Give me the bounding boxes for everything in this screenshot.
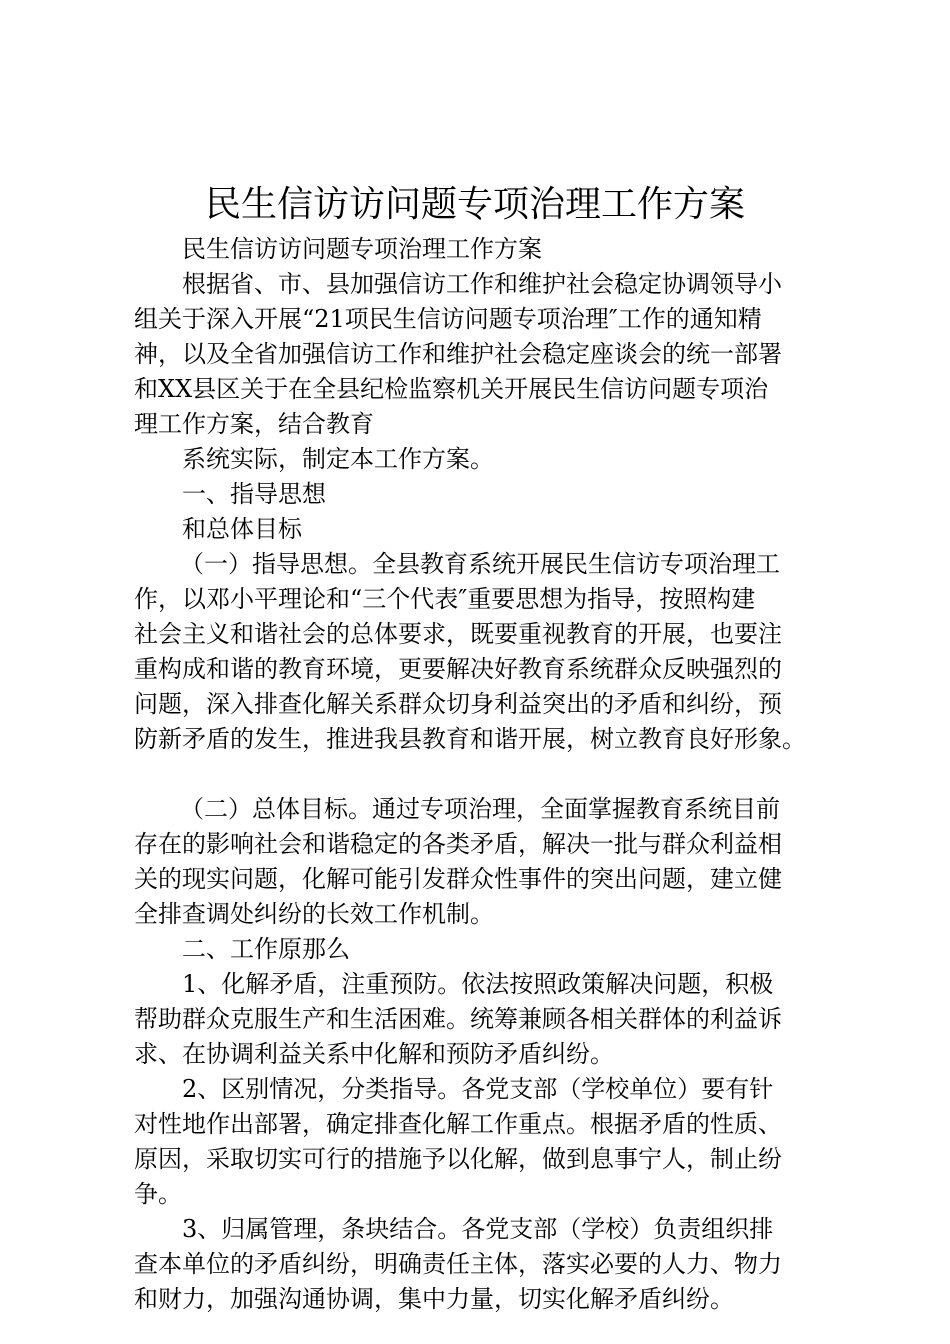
text-line: 1、化解矛盾，注重预防。依法按照政策解决问题，积极 xyxy=(182,970,774,998)
document-body xyxy=(134,232,824,1317)
text-line: 根据省、市、县加强信访工作和维护社会稳定协调领导小 xyxy=(182,270,782,298)
section-heading: 一、指导思想 xyxy=(182,480,326,508)
text-line: 原因，采取切实可行的措施予以化解，做到息事宁人，制止纷 xyxy=(134,1145,782,1173)
text-line: 重构成和谐的教育环境，更要解决好教育系统群众反映强烈的 xyxy=(134,655,782,683)
text-line: 关的现实问题，化解可能引发群众性事件的突出问题，建立健 xyxy=(134,865,782,893)
text-line: 2、区别情况，分类指导。各党支部（学校单位）要有针 xyxy=(182,1075,774,1103)
text-line: 防新矛盾的发生，推进我县教育和谐开展，树立教育良好形象。 xyxy=(134,725,806,753)
text-line: 查本单位的矛盾纠纷，明确责任主体，落实必要的人力、物力 xyxy=(134,1250,782,1278)
text-line: （二）总体目标。通过专项治理，全面掌握教育系统目前 xyxy=(180,795,780,823)
text-line: 求、在协调利益关系中化解和预防矛盾纠纷。 xyxy=(134,1040,614,1068)
text-line: 和财力，加强沟通协调，集中力量，切实化解矛盾纠纷。 xyxy=(134,1285,734,1313)
text-line: 帮助群众克服生产和生活困难。统筹兼顾各相关群体的利益诉 xyxy=(134,1005,782,1033)
text-line: 争。 xyxy=(134,1180,182,1208)
text-line: 理工作方案，结合教育 xyxy=(134,410,374,438)
text-line: 社会主义和谐社会的总体要求，既要重视教育的开展，也要注 xyxy=(134,620,782,648)
text-line: 民生信访访问题专项治理工作方案 xyxy=(182,235,542,263)
text-line: 系统实际，制定本工作方案。 xyxy=(182,445,494,473)
paragraph-gap xyxy=(134,757,824,792)
text-line: 对性地作出部署，确定排查化解工作重点。根据矛盾的性质、 xyxy=(134,1110,782,1138)
text-line: 3、归属管理，条块结合。各党支部（学校）负责组织排 xyxy=(182,1215,774,1243)
text-line: 全排查调处纠纷的长效工作机制。 xyxy=(134,900,494,928)
section-heading: 二、工作原那么 xyxy=(182,935,350,963)
document-title: 民生信访访问题专项治理工作方案 xyxy=(204,184,745,225)
text-line: 问题，深入排查化解关系群众切身利益突出的矛盾和纠纷，预 xyxy=(134,690,782,718)
section-heading-continued: 和总体目标 xyxy=(182,515,302,543)
text-line: （一）指导思想。全县教育系统开展民生信访专项治理工 xyxy=(180,550,780,578)
text-line: 和XX县区关于在全县纪检监察机关开展民生信访问题专项治 xyxy=(134,375,769,403)
text-line: 存在的影响社会和谐稳定的各类矛盾，解决一批与群众利益相 xyxy=(134,830,782,858)
text-line: 作，以邓小平理论和“三个代表″重要思想为指导，按照构建 xyxy=(134,585,756,613)
text-line: 神，以及全省加强信访工作和维护社会稳定座谈会的统一部署 xyxy=(134,340,782,368)
text-line: 组关于深入开展“21项民生信访问题专项治理″工作的通知精 xyxy=(134,305,762,333)
